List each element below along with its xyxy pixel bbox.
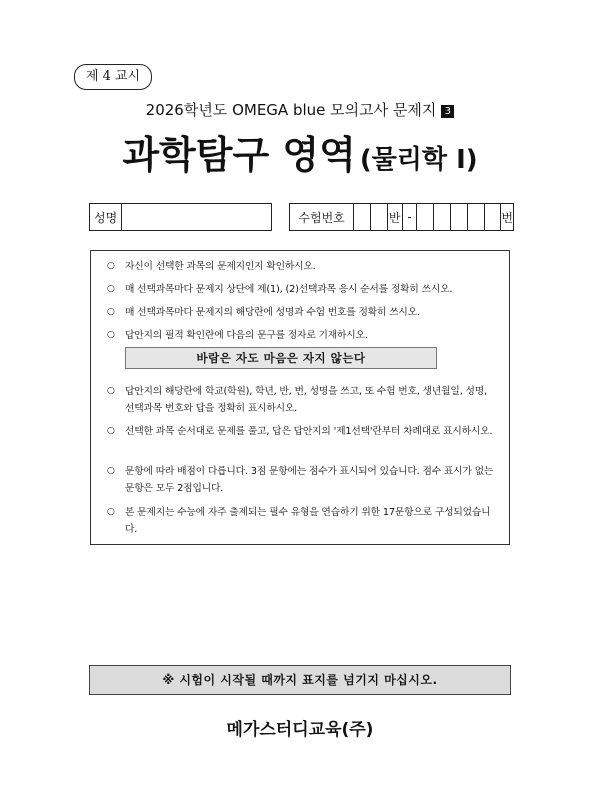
instruction-text: 문항에 따라 배점이 다릅니다. 3점 문항에는 점수가 표시되어 있습니다. 점수 표시가 없는 문항은 모두 2점입니다. bbox=[125, 466, 494, 494]
exam-number-cell[interactable] bbox=[468, 204, 485, 230]
name-label: 성명 bbox=[90, 204, 122, 230]
instruction-text: 자신이 선택한 과목의 문제지인지 확인하시오. bbox=[125, 261, 316, 272]
instruction-item bbox=[107, 504, 495, 538]
instruction-item bbox=[107, 383, 495, 417]
instruction-item bbox=[107, 327, 495, 344]
exam-number-cell[interactable] bbox=[434, 204, 451, 230]
instruction-text: 답안지의 해당란에 학교(학원), 학년, 반, 번, 성명을 쓰고, 또 수험 번호, 생년월일, 성명, 선택과목 번호와 답을 정확히 표시하시오. bbox=[125, 386, 487, 414]
circle-bullet-icon: ○ bbox=[107, 466, 115, 476]
instruction-text: 선택한 과목 순서대로 문제를 풀고, 답은 답안지의 '제1선택'란부터 차례대로 표시하시오. bbox=[125, 426, 493, 437]
exam-number-field[interactable] bbox=[289, 203, 514, 231]
handwriting-phrase-box: 바람은 자도 마음은 자지 않는다 bbox=[125, 347, 437, 369]
circle-bullet-icon: ○ bbox=[107, 426, 115, 436]
exam-number-cell[interactable] bbox=[371, 204, 388, 230]
instruction-text: 매 선택과목마다 문제지의 해당란에 성명과 수험 번호를 정확히 쓰시오. bbox=[125, 307, 420, 318]
exam-number-cell[interactable] bbox=[354, 204, 371, 230]
instruction-item bbox=[107, 423, 495, 440]
exam-number-cell[interactable] bbox=[451, 204, 468, 230]
publisher-name: 메가스터디교육(주) bbox=[226, 720, 374, 740]
instruction-text: 답안지의 필적 확인란에 다음의 문구를 정자로 기재하시오. bbox=[125, 330, 368, 341]
instruction-text: 매 선택과목마다 문제지 상단에 제(1), (2)선택과목 응시 순서를 정확히 쓰시오. bbox=[125, 284, 453, 295]
ban-label: 반 bbox=[388, 204, 403, 230]
exam-number-label: 수험번호 bbox=[290, 204, 354, 230]
circle-bullet-icon: ○ bbox=[107, 330, 115, 340]
instruction-text: 본 문제지는 수능에 자주 출제되는 필수 유형을 연습하기 위한 17문항으로 구성되었습니다. bbox=[125, 507, 491, 535]
subject-sub: (물리학 Ⅰ) bbox=[359, 145, 478, 175]
instruction-item bbox=[107, 281, 495, 298]
circle-bullet-icon: ○ bbox=[107, 284, 115, 294]
instruction-item bbox=[107, 258, 495, 275]
exam-number-cell[interactable] bbox=[417, 204, 434, 230]
instructions-box bbox=[90, 250, 510, 545]
circle-bullet-icon: ○ bbox=[107, 386, 115, 396]
exam-title bbox=[0, 100, 600, 120]
dash-label: - bbox=[403, 204, 418, 230]
exam-title-text: 2026학년도 OMEGA blue 모의고사 문제지 bbox=[145, 101, 437, 119]
circle-bullet-icon: ○ bbox=[107, 507, 115, 517]
circle-bullet-icon: ○ bbox=[107, 307, 115, 317]
exam-number-cell[interactable] bbox=[485, 204, 502, 230]
beon-label: 번 bbox=[501, 210, 514, 225]
name-field[interactable] bbox=[89, 203, 272, 231]
instruction-item bbox=[107, 463, 495, 497]
booklet-number-badge: 3 bbox=[441, 105, 454, 118]
instruction-item bbox=[107, 304, 495, 321]
footer-notice: ※ 시험이 시작될 때까지 표지를 넘기지 마십시오. bbox=[89, 665, 511, 695]
subject-title bbox=[0, 130, 600, 188]
period-badge: 제 4 교시 bbox=[74, 64, 152, 90]
subject-main: 과학탐구 영역 bbox=[122, 133, 356, 177]
circle-bullet-icon: ○ bbox=[107, 261, 115, 271]
